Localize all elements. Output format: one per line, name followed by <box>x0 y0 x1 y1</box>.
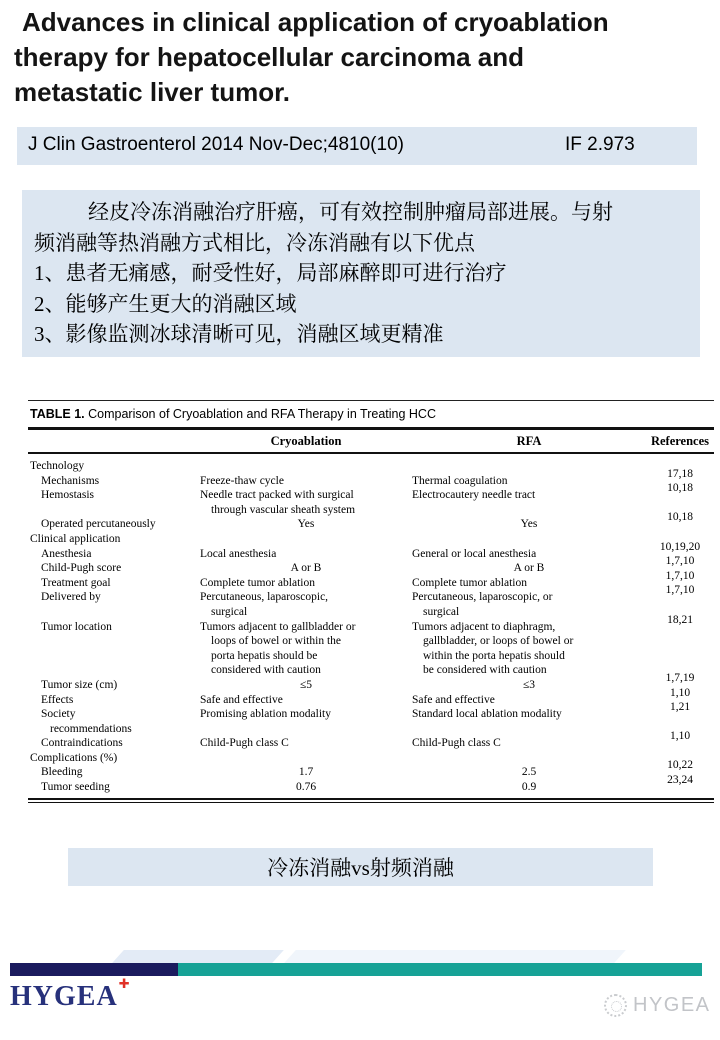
table-row <box>28 707 714 736</box>
cryoablation-cell: Needle tract packed with surgical through vascular sheath system <box>200 489 356 516</box>
citation-impact-factor: IF 2.973 <box>565 134 635 155</box>
row-label-cell: Contraindications <box>41 737 123 750</box>
table-header-row <box>28 430 714 453</box>
footer-bar-navy <box>10 963 178 976</box>
row-label-cell: Operated percutaneously <box>41 518 156 531</box>
references-value: 10,19,20 <box>659 540 701 553</box>
page-title <box>14 5 714 110</box>
cryoablation-cell <box>200 453 412 474</box>
cryoablation-cell: Local anesthesia <box>200 547 277 560</box>
rfa-cell: Safe and effective <box>412 693 495 706</box>
cryoablation-cell: Child-Pugh class C <box>200 737 289 750</box>
summary-line: 3、影像监测冰球清晰可见，消融区域更精准 <box>34 322 444 346</box>
citation-journal: J Clin Gastroenterol 2014 Nov-Dec;4810(10) <box>28 134 404 155</box>
table-row <box>28 453 714 474</box>
red-cross-icon: ✚ <box>118 977 131 992</box>
rfa-cell: Tumors adjacent to diaphragm, gallbladder, or loops of bowel or within the porta hepatis should be considered with caution <box>412 620 574 677</box>
rfa-cell: Complete tumor ablation <box>412 576 527 589</box>
rfa-cell: 0.9 <box>521 781 537 794</box>
table-row <box>28 780 714 795</box>
title-line: metastatic liver tumor. <box>14 77 290 107</box>
references-value: 10,18 <box>667 482 693 495</box>
rfa-cell: Standard local ablation modality <box>412 708 562 721</box>
caption-text: 冷冻消融vs射频消融 <box>267 856 454 880</box>
row-label-cell: Mechanisms <box>41 474 100 487</box>
cryoablation-cell: 0.76 <box>295 781 317 794</box>
table-row <box>28 736 714 751</box>
title-line: therapy for hepatocellular carcinoma and <box>14 42 525 72</box>
rfa-cell: Yes <box>520 518 538 531</box>
table-row <box>28 474 714 489</box>
comparison-table <box>28 400 714 803</box>
references-value: 18,21 <box>667 613 693 626</box>
column-header-rfa: RFA <box>412 430 646 453</box>
row-label-cell: Hemostasis <box>41 489 95 502</box>
caption-box <box>68 848 653 886</box>
rfa-cell <box>412 532 646 547</box>
hygea-watermark-icon <box>604 994 627 1017</box>
summary-box <box>22 190 700 357</box>
table-row <box>28 620 714 678</box>
references-value: 1,7,10 <box>665 569 695 582</box>
references-value: 1,10 <box>669 686 691 699</box>
summary-line: 1、患者无痛感，耐受性好，局部麻醉即可进行治疗 <box>34 261 507 285</box>
column-header-references: References <box>646 430 714 453</box>
rfa-cell: Child-Pugh class C <box>412 737 501 750</box>
row-label-cell: Tumor seeding <box>41 781 110 794</box>
footer-bar-teal <box>178 963 702 976</box>
cryoablation-cell: Freeze-thaw cycle <box>200 474 284 487</box>
row-label-cell: Technology <box>30 460 85 472</box>
table-row <box>28 576 714 591</box>
references-cell <box>646 511 714 532</box>
hygea-watermark-text: HYGEA <box>633 994 711 1016</box>
column-header-treatment <box>28 430 200 453</box>
cryoablation-cell <box>200 532 412 547</box>
summary-line: 2、能够产生更大的消融区域 <box>34 291 297 316</box>
references-value: 1,7,10 <box>665 555 695 568</box>
rfa-cell: Thermal coagulation <box>412 474 508 487</box>
hygea-logo-text-wrap <box>10 977 131 1013</box>
references-value: 10,22 <box>667 759 693 772</box>
table-title-text: Comparison of Cryoablation and RFA Therapy in Treating HCC <box>88 407 436 421</box>
references-value: 10,18 <box>667 511 693 524</box>
hygea-logo <box>10 977 131 1013</box>
cryoablation-cell: 1.7 <box>298 766 314 779</box>
table-row <box>28 693 714 708</box>
table-number-label: TABLE 1. <box>30 407 85 421</box>
references-cell <box>646 730 714 751</box>
rfa-cell <box>412 453 646 474</box>
cryoablation-cell <box>200 751 412 766</box>
table-row <box>28 765 714 780</box>
references-value: 1,7,19 <box>665 671 695 684</box>
rfa-cell: 2.5 <box>521 766 537 779</box>
rfa-cell <box>412 751 646 766</box>
references-cell <box>646 774 714 795</box>
cryoablation-cell: Percutaneous, laparoscopic, surgical <box>200 591 329 618</box>
cryoablation-cell: Complete tumor ablation <box>200 576 315 589</box>
references-value: 17,18 <box>667 467 693 480</box>
table-row <box>28 678 714 693</box>
row-label-cell: Clinical application <box>30 532 121 545</box>
cryoablation-cell: Safe and effective <box>200 693 283 706</box>
footer-decoration <box>112 950 284 963</box>
table-row <box>28 488 714 517</box>
cryoablation-cell: A or B <box>290 562 322 575</box>
row-label-cell: Delivered by <box>41 591 101 604</box>
references-cell <box>646 613 714 678</box>
column-header-cryoablation: Cryoablation <box>200 430 412 453</box>
references-value: 1,7,10 <box>665 584 695 597</box>
rfa-cell: General or local anesthesia <box>412 547 537 560</box>
row-label-cell: Tumor location <box>41 620 112 633</box>
table-row <box>28 590 714 619</box>
row-label-cell: Society recommendations <box>41 708 132 735</box>
references-value: 1,21 <box>669 701 691 714</box>
rfa-cell: Percutaneous, laparoscopic, or surgical <box>412 591 553 618</box>
rfa-cell: ≤3 <box>522 678 536 691</box>
citation-bar <box>17 127 697 165</box>
references-value: 23,24 <box>667 774 693 787</box>
footer-decoration <box>284 950 626 963</box>
table-title <box>28 401 714 427</box>
table-row <box>28 532 714 547</box>
row-label-cell: Effects <box>41 693 74 706</box>
row-label-cell: Complications (%) <box>30 751 118 764</box>
row-label-cell: Bleeding <box>41 766 83 779</box>
references-value: 1,10 <box>669 730 691 743</box>
row-label-cell: Tumor size (cm) <box>41 678 118 691</box>
row-label-cell: Anesthesia <box>41 547 92 560</box>
title-line: Advances in clinical application of cryoablation <box>22 7 609 37</box>
row-label-cell: Treatment goal <box>41 576 111 589</box>
cryoablation-cell: ≤5 <box>299 678 313 691</box>
table-row <box>28 561 714 576</box>
table-bottom-rule <box>28 798 714 803</box>
rfa-cell: A or B <box>513 562 545 575</box>
summary-line: 经皮冷冻消融治疗肝癌，可有效控制肿瘤局部进展。与射 <box>88 200 613 224</box>
table-row <box>28 751 714 766</box>
cryoablation-cell: Promising ablation modality <box>200 708 331 721</box>
data-table <box>28 430 714 795</box>
summary-line: 频消融等热消融方式相比，冷冻消融有以下优点 <box>34 230 475 255</box>
table-row <box>28 547 714 562</box>
hygea-watermark <box>604 994 711 1017</box>
cryoablation-cell: Yes <box>297 518 315 531</box>
rfa-cell: Electrocautery needle tract <box>412 489 536 502</box>
hygea-logo-text: HYGEA <box>10 981 118 1012</box>
cryoablation-cell: Tumors adjacent to gallbladder or loops of bowel or within the porta hepatis should be considered with caution <box>200 620 356 677</box>
row-label-cell: Child-Pugh score <box>41 562 122 575</box>
table-row <box>28 517 714 532</box>
